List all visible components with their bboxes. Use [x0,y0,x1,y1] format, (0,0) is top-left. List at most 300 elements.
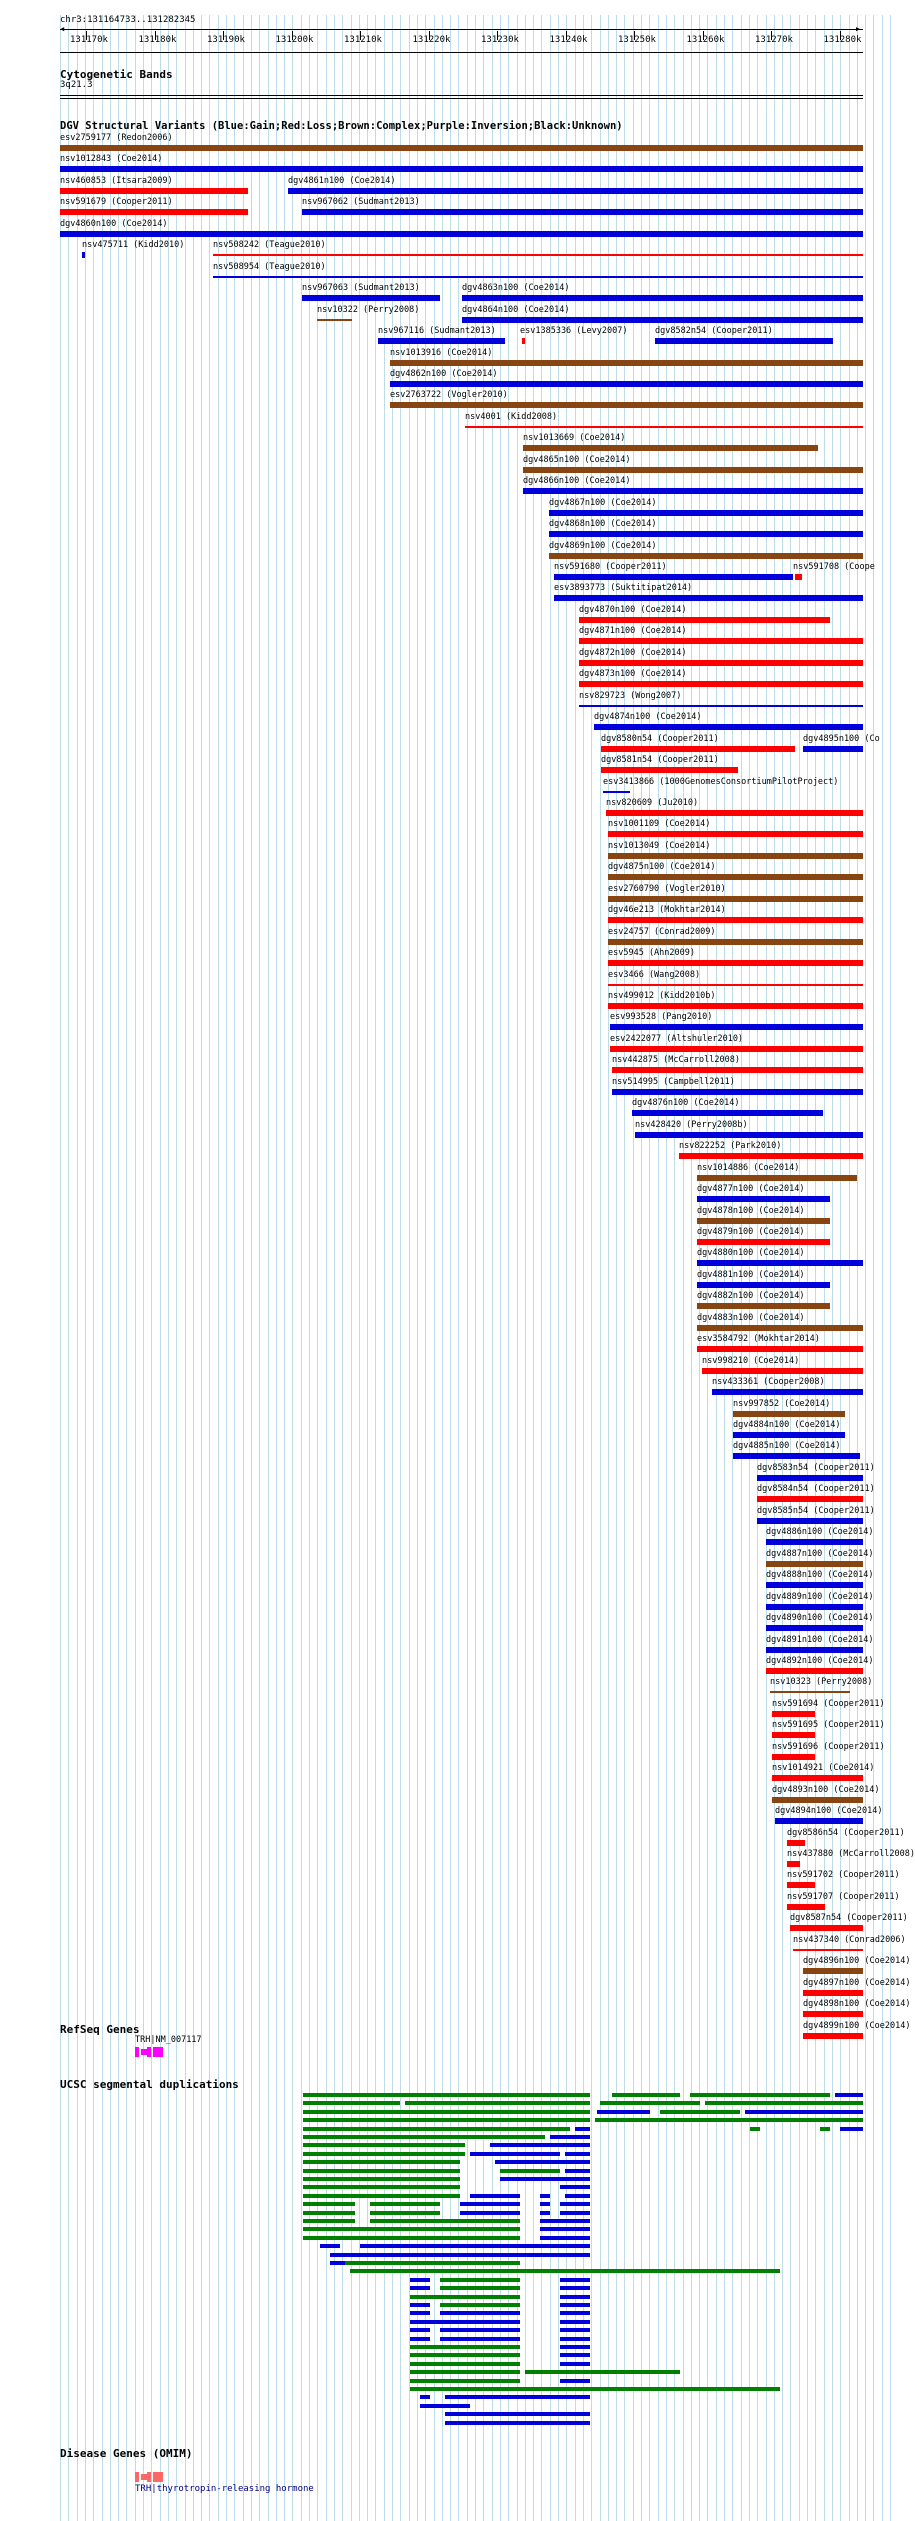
sv-bar[interactable] [655,338,833,344]
segdup-feature[interactable] [470,2194,520,2198]
segdup-feature[interactable] [360,2244,590,2248]
segdup-feature[interactable] [600,2101,700,2105]
sv-label[interactable]: dgv8580n54 (Cooper2011) [601,733,719,744]
sv-label[interactable]: dgv4883n100 (Coe2014) [697,1312,805,1323]
sv-label[interactable]: dgv4876n100 (Coe2014) [632,1098,740,1109]
sv-bar[interactable] [610,1046,863,1052]
sv-bar[interactable] [787,1861,800,1867]
sv-bar[interactable] [795,574,802,580]
sv-bar[interactable] [697,1303,830,1309]
sv-bar[interactable] [608,896,863,902]
sv-bar[interactable] [632,1110,823,1116]
sv-bar[interactable] [579,617,830,623]
sv-label[interactable]: dgv8583n54 (Cooper2011) [757,1462,875,1473]
segdup-feature[interactable] [540,2194,550,2198]
segdup-feature[interactable] [330,2253,590,2257]
segdup-feature[interactable] [855,2101,863,2105]
sv-bar[interactable] [803,1968,863,1974]
sv-bar[interactable] [790,1925,863,1931]
segdup-feature[interactable] [560,2202,590,2206]
segdup-feature[interactable] [303,2219,355,2223]
segdup-feature[interactable] [560,2328,590,2332]
segdup-feature[interactable] [440,2311,520,2315]
sv-label[interactable]: nsv967062 (Sudmant2013) [302,197,420,208]
segdup-feature[interactable] [565,2152,590,2156]
sv-bar[interactable] [608,960,863,966]
sv-label[interactable]: nsv1014921 (Coe2014) [772,1763,875,1774]
sv-label[interactable]: dgv4898n100 (Coe2014) [803,1999,911,2010]
segdup-feature[interactable] [420,2404,470,2408]
sv-bar[interactable] [766,1604,863,1610]
sv-label[interactable]: nsv967116 (Sudmant2013) [378,326,496,337]
segdup-feature[interactable] [410,2303,430,2307]
segdup-feature[interactable] [345,2261,520,2265]
sv-label[interactable]: dgv4899n100 (Coe2014) [803,2020,911,2031]
segdup-feature[interactable] [303,2110,590,2114]
sv-label[interactable]: nsv10323 (Perry2008) [770,1677,873,1688]
sv-bar[interactable] [213,254,863,256]
segdup-feature[interactable] [445,2412,590,2416]
segdup-feature[interactable] [410,2295,520,2299]
sv-label[interactable]: esv5945 (Ahn2009) [608,948,695,959]
sv-bar[interactable] [606,810,863,816]
sv-bar[interactable] [787,1840,805,1846]
sv-label[interactable]: dgv4879n100 (Coe2014) [697,1226,805,1237]
segdup-feature[interactable] [500,2169,560,2173]
sv-label[interactable]: dgv8586n54 (Cooper2011) [787,1827,905,1838]
sv-label[interactable]: nsv10322 (Perry2008) [317,304,420,315]
segdup-feature[interactable] [303,2143,465,2147]
sv-label[interactable]: dgv4860n100 (Coe2014) [60,218,168,229]
sv-label[interactable]: esv2763722 (Vogler2010) [390,390,508,401]
sv-label[interactable]: dgv4870n100 (Coe2014) [579,604,687,615]
sv-label[interactable]: dgv8581n54 (Cooper2011) [601,755,719,766]
sv-bar[interactable] [697,1260,863,1266]
sv-label[interactable]: dgv4888n100 (Coe2014) [766,1570,874,1581]
segdup-feature[interactable] [410,2387,780,2391]
sv-bar[interactable] [787,1882,815,1888]
sv-bar[interactable] [601,767,738,773]
segdup-feature[interactable] [500,2177,590,2181]
sv-label[interactable]: nsv1013916 (Coe2014) [390,347,493,358]
sv-bar[interactable] [612,1067,863,1073]
sv-label[interactable]: dgv4884n100 (Coe2014) [733,1420,841,1430]
sv-label[interactable]: dgv4867n100 (Coe2014) [549,497,657,508]
sv-bar[interactable] [803,746,863,752]
segdup-feature[interactable] [835,2093,863,2097]
segdup-feature[interactable] [540,2202,550,2206]
segdup-feature[interactable] [705,2101,855,2105]
sv-bar[interactable] [702,1368,863,1374]
sv-bar[interactable] [679,1153,863,1159]
sv-label[interactable]: nsv967063 (Sudmant2013) [302,283,420,294]
sv-label[interactable]: dgv4889n100 (Coe2014) [766,1591,874,1602]
segdup-feature[interactable] [560,2379,590,2383]
segdup-feature[interactable] [303,2227,520,2231]
sv-bar[interactable] [766,1668,863,1674]
sv-label[interactable]: dgv4892n100 (Coe2014) [766,1655,874,1666]
sv-label[interactable]: esv3466 (Wang2008) [608,969,701,980]
sv-bar[interactable] [766,1561,863,1567]
segdup-feature[interactable] [410,2278,430,2282]
sv-bar[interactable] [733,1453,860,1459]
segdup-feature[interactable] [690,2093,830,2097]
segdup-feature[interactable] [410,2362,520,2366]
segdup-feature[interactable] [303,2236,520,2240]
sv-label[interactable]: nsv460853 (Itsara2009) [60,175,173,186]
sv-bar[interactable] [770,1691,850,1693]
segdup-feature[interactable] [660,2110,740,2114]
sv-label[interactable]: dgv4891n100 (Coe2014) [766,1634,874,1645]
sv-label[interactable]: nsv997852 (Coe2014) [733,1398,831,1409]
sv-bar[interactable] [378,338,505,344]
segdup-feature[interactable] [330,2261,345,2265]
segdup-feature[interactable] [303,2160,460,2164]
segdup-feature[interactable] [560,2337,590,2341]
sv-bar[interactable] [772,1732,815,1738]
sv-bar[interactable] [793,1949,863,1951]
sv-bar[interactable] [766,1625,863,1631]
sv-bar[interactable] [772,1775,863,1781]
sv-label[interactable]: nsv437880 (McCarroll2008) [787,1849,915,1859]
sv-label[interactable]: dgv4871n100 (Coe2014) [579,626,687,637]
sv-label[interactable]: nsv591707 (Cooper2011) [787,1891,900,1902]
segdup-feature[interactable] [410,2353,520,2357]
sv-bar[interactable] [549,553,863,559]
omim-gene-model[interactable] [135,2472,163,2482]
sv-label[interactable]: nsv508242 (Teague2010) [213,240,326,251]
sv-label[interactable]: dgv4865n100 (Coe2014) [523,454,631,465]
sv-label[interactable]: dgv4872n100 (Coe2014) [579,647,687,658]
segdup-feature[interactable] [445,2421,590,2425]
sv-label[interactable]: dgv4874n100 (Coe2014) [594,712,702,723]
sv-bar[interactable] [579,705,863,707]
sv-bar[interactable] [787,1904,825,1910]
sv-bar[interactable] [579,681,863,687]
segdup-feature[interactable] [612,2093,680,2097]
sv-label[interactable]: esv3584792 (Mokhtar2014) [697,1334,820,1345]
segdup-feature[interactable] [410,2311,430,2315]
sv-label[interactable]: esv993528 (Pang2010) [610,1012,713,1023]
sv-label[interactable]: dgv4866n100 (Coe2014) [523,476,631,487]
segdup-feature[interactable] [820,2127,830,2131]
segdup-feature[interactable] [440,2286,520,2290]
segdup-feature[interactable] [595,2118,863,2122]
segdup-feature[interactable] [303,2169,460,2173]
segdup-feature[interactable] [440,2278,520,2282]
segdup-feature[interactable] [460,2202,520,2206]
segdup-feature[interactable] [303,2118,590,2122]
segdup-feature[interactable] [370,2219,520,2223]
sv-label[interactable]: dgv4877n100 (Coe2014) [697,1184,805,1195]
sv-label[interactable]: dgv4881n100 (Coe2014) [697,1269,805,1280]
sv-label[interactable]: esv2759177 (Redon2006) [60,133,173,143]
sv-bar[interactable] [635,1132,863,1138]
segdup-feature[interactable] [303,2127,570,2131]
segdup-feature[interactable] [490,2143,590,2147]
sv-label[interactable]: esv1385336 (Levy2007) [520,326,628,337]
segdup-feature[interactable] [840,2127,863,2131]
sv-label[interactable]: dgv8585n54 (Cooper2011) [757,1505,875,1516]
segdup-feature[interactable] [370,2202,440,2206]
sv-bar[interactable] [462,317,863,323]
sv-bar[interactable] [554,595,863,601]
sv-bar[interactable] [772,1797,863,1803]
sv-label[interactable]: nsv998210 (Coe2014) [702,1355,800,1366]
segdup-feature[interactable] [550,2135,590,2139]
segdup-feature[interactable] [525,2370,680,2374]
sv-label[interactable]: nsv591694 (Cooper2011) [772,1698,885,1709]
sv-label[interactable]: nsv514995 (Campbell2011) [612,1076,735,1087]
sv-label[interactable]: nsv591708 (Coope [793,562,875,572]
segdup-feature[interactable] [750,2127,760,2131]
segdup-feature[interactable] [460,2211,520,2215]
segdup-feature[interactable] [410,2337,430,2341]
sv-bar[interactable] [803,2033,863,2039]
sv-bar[interactable] [608,1003,863,1009]
sv-label[interactable]: dgv4869n100 (Coe2014) [549,540,657,551]
segdup-feature[interactable] [560,2295,590,2299]
sv-bar[interactable] [697,1282,830,1288]
sv-bar[interactable] [733,1432,845,1438]
sv-bar[interactable] [549,531,863,537]
sv-bar[interactable] [302,295,440,301]
sv-label[interactable]: nsv1012843 (Coe2014) [60,154,163,165]
sv-bar[interactable] [549,510,863,516]
sv-bar[interactable] [697,1239,830,1245]
sv-bar[interactable] [772,1754,815,1760]
segdup-feature[interactable] [560,2320,590,2324]
sv-bar[interactable] [390,381,863,387]
sv-bar[interactable] [803,2011,863,2017]
sv-bar[interactable] [317,319,352,321]
sv-bar[interactable] [757,1496,863,1502]
sv-bar[interactable] [523,467,863,473]
sv-label[interactable]: nsv475711 (Kidd2010) [82,240,185,251]
segdup-feature[interactable] [303,2093,590,2097]
sv-bar[interactable] [608,984,863,986]
segdup-feature[interactable] [410,2345,520,2349]
sv-label[interactable]: nsv591702 (Cooper2011) [787,1870,900,1881]
sv-label[interactable]: dgv4862n100 (Coe2014) [390,368,498,379]
segdup-feature[interactable] [540,2211,550,2215]
segdup-feature[interactable] [370,2211,440,2215]
segdup-feature[interactable] [560,2345,590,2349]
sv-label[interactable]: dgv4873n100 (Coe2014) [579,669,687,680]
sv-label[interactable]: nsv591680 (Cooper2011) [554,562,667,572]
sv-bar[interactable] [766,1539,863,1545]
sv-label[interactable]: dgv4868n100 (Coe2014) [549,519,657,530]
segdup-feature[interactable] [470,2152,560,2156]
segdup-feature[interactable] [597,2110,650,2114]
sv-label[interactable]: dgv4897n100 (Coe2014) [803,1977,911,1988]
segdup-feature[interactable] [495,2160,590,2164]
sv-bar[interactable] [608,917,863,923]
sv-bar[interactable] [697,1218,830,1224]
sv-label[interactable]: nsv437340 (Conrad2006) [793,1934,906,1945]
sv-bar[interactable] [697,1196,830,1202]
sv-bar[interactable] [697,1175,857,1181]
segdup-feature[interactable] [303,2194,460,2198]
segdup-feature[interactable] [560,2185,590,2189]
sv-bar[interactable] [610,1024,863,1030]
segdup-feature[interactable] [540,2236,590,2240]
sv-label[interactable]: nsv442875 (McCarroll2008) [612,1055,740,1066]
sv-bar[interactable] [601,746,795,752]
sv-bar[interactable] [60,209,248,215]
segdup-feature[interactable] [440,2337,520,2341]
sv-bar[interactable] [766,1647,863,1653]
sv-bar[interactable] [554,574,793,580]
sv-label[interactable]: nsv591696 (Cooper2011) [772,1741,885,1752]
sv-bar[interactable] [60,188,248,194]
sv-bar[interactable] [697,1346,863,1352]
sv-label[interactable]: esv3413866 (1000GenomesConsortiumPilotProject) [603,776,839,787]
segdup-feature[interactable] [560,2211,590,2215]
sv-label[interactable]: nsv433361 (Cooper2008) [712,1377,825,1388]
sv-bar[interactable] [522,338,525,344]
segdup-feature[interactable] [303,2177,460,2181]
sv-label[interactable]: nsv1014886 (Coe2014) [697,1162,800,1173]
sv-label[interactable]: dgv4887n100 (Coe2014) [766,1548,874,1559]
sv-bar[interactable] [608,853,863,859]
sv-bar[interactable] [302,209,863,215]
segdup-feature[interactable] [410,2286,430,2290]
sv-label[interactable]: nsv499012 (Kidd2010b) [608,991,716,1001]
segdup-feature[interactable] [560,2278,590,2282]
sv-label[interactable]: dgv46e213 (Mokhtar2014) [608,905,726,916]
segdup-feature[interactable] [303,2211,355,2215]
segdup-feature[interactable] [410,2379,520,2383]
sv-label[interactable]: dgv8582n54 (Cooper2011) [655,326,773,337]
segdup-feature[interactable] [303,2202,355,2206]
sv-bar[interactable] [612,1089,863,1095]
omim-gene-label[interactable] [135,2484,314,2495]
sv-label[interactable]: nsv1013049 (Coe2014) [608,840,711,851]
sv-label[interactable]: dgv4896n100 (Coe2014) [803,1956,911,1967]
segdup-feature[interactable] [320,2244,340,2248]
sv-bar[interactable] [594,724,863,730]
sv-label[interactable]: dgv4894n100 (Coe2014) [775,1806,883,1817]
sv-label[interactable]: dgv4890n100 (Coe2014) [766,1613,874,1624]
sv-bar[interactable] [523,488,863,494]
sv-label[interactable]: nsv1001109 (Coe2014) [608,819,711,830]
segdup-feature[interactable] [440,2303,520,2307]
sv-bar[interactable] [757,1475,863,1481]
refseq-gene-label[interactable] [135,2035,202,2046]
segdup-feature[interactable] [303,2135,545,2139]
segdup-feature[interactable] [560,2311,590,2315]
segdup-feature[interactable] [445,2395,590,2399]
sv-label[interactable]: dgv4885n100 (Coe2014) [733,1441,841,1452]
sv-bar[interactable] [757,1518,863,1524]
segdup-feature[interactable] [565,2169,590,2173]
segdup-feature[interactable] [575,2127,590,2131]
sv-bar[interactable] [603,791,630,793]
sv-label[interactable]: nsv4001 (Kidd2008) [465,411,558,422]
sv-bar[interactable] [766,1582,863,1588]
segdup-feature[interactable] [410,2328,430,2332]
sv-label[interactable]: nsv829723 (Wong2007) [579,690,682,701]
sv-label[interactable]: esv24757 (Conrad2009) [608,926,716,937]
sv-label[interactable]: dgv4875n100 (Coe2014) [608,862,716,873]
segdup-feature[interactable] [303,2101,400,2105]
segdup-feature[interactable] [560,2362,590,2366]
sv-bar[interactable] [772,1711,815,1717]
sv-bar[interactable] [608,831,863,837]
sv-bar[interactable] [390,360,863,366]
sv-label[interactable]: esv2760790 (Vogler2010) [608,883,726,894]
sv-bar[interactable] [803,1990,863,1996]
sv-bar[interactable] [60,166,863,172]
sv-bar[interactable] [608,874,863,880]
segdup-feature[interactable] [540,2227,590,2231]
segdup-feature[interactable] [410,2320,520,2324]
segdup-feature[interactable] [303,2185,460,2189]
sv-label[interactable]: dgv4878n100 (Coe2014) [697,1205,805,1216]
segdup-feature[interactable] [350,2269,780,2273]
sv-bar[interactable] [60,231,863,237]
sv-label[interactable]: nsv822252 (Park2010) [679,1141,782,1152]
sv-bar[interactable] [579,638,863,644]
segdup-feature[interactable] [420,2395,430,2399]
sv-label[interactable]: esv2422077 (Altshuler2010) [610,1033,744,1044]
sv-label[interactable]: dgv4882n100 (Coe2014) [697,1291,805,1302]
sv-label[interactable]: nsv1013669 (Coe2014) [523,433,626,444]
sv-bar[interactable] [733,1411,845,1417]
sv-bar[interactable] [523,445,818,451]
sv-bar[interactable] [579,660,863,666]
sv-bar[interactable] [213,276,863,278]
sv-bar[interactable] [712,1389,863,1395]
sv-bar[interactable] [60,145,863,151]
segdup-feature[interactable] [565,2194,590,2198]
sv-label[interactable]: nsv508954 (Teague2010) [213,261,326,272]
sv-label[interactable]: nsv428420 (Perry2008b) [635,1119,748,1130]
sv-label[interactable]: dgv8584n54 (Cooper2011) [757,1484,875,1495]
sv-label[interactable]: dgv4895n100 (Co [803,733,880,744]
sv-bar[interactable] [608,939,863,945]
sv-bar[interactable] [465,426,863,428]
segdup-feature[interactable] [560,2353,590,2357]
sv-label[interactable]: dgv4893n100 (Coe2014) [772,1784,880,1795]
sv-bar[interactable] [288,188,863,194]
sv-bar[interactable] [697,1325,863,1331]
segdup-feature[interactable] [410,2370,520,2374]
segdup-feature[interactable] [540,2219,590,2223]
sv-bar[interactable] [82,252,85,258]
sv-bar[interactable] [775,1818,863,1824]
segdup-feature[interactable] [745,2110,863,2114]
segdup-feature[interactable] [405,2101,590,2105]
segdup-feature[interactable] [560,2286,590,2290]
sv-label[interactable]: dgv4861n100 (Coe2014) [288,175,396,186]
segdup-feature[interactable] [303,2152,465,2156]
sv-label[interactable]: dgv4886n100 (Coe2014) [766,1527,874,1538]
sv-label[interactable]: nsv591695 (Cooper2011) [772,1720,885,1731]
sv-label[interactable]: dgv4880n100 (Coe2014) [697,1248,805,1259]
refseq-gene-model[interactable] [135,2047,163,2057]
sv-label[interactable]: dgv4864n100 (Coe2014) [462,304,570,315]
sv-bar[interactable] [462,295,863,301]
sv-bar[interactable] [390,402,863,408]
segdup-feature[interactable] [560,2303,590,2307]
sv-label[interactable]: nsv591679 (Cooper2011) [60,197,173,208]
sv-label[interactable]: dgv8587n54 (Cooper2011) [790,1913,908,1924]
sv-label[interactable]: nsv820609 (Ju2010) [606,797,699,808]
sv-label[interactable]: dgv4863n100 (Coe2014) [462,283,570,294]
sv-label[interactable]: esv3893773 (Suktitipat2014) [554,583,693,594]
